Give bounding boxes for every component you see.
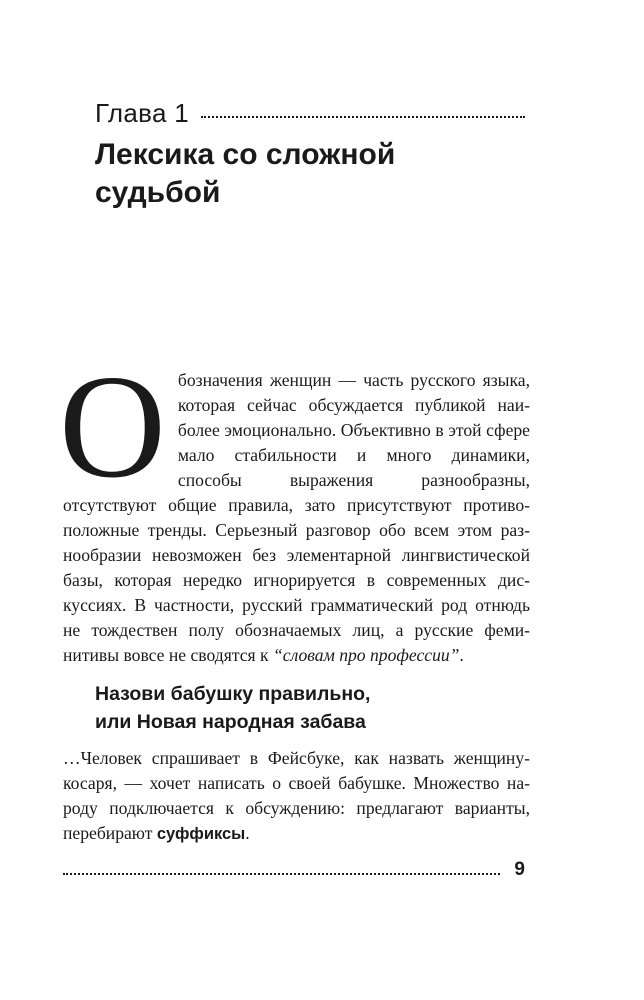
intro-emphasis: “словам про профессии” (272, 645, 460, 665)
drop-cap: О (59, 345, 166, 509)
section-bold-term: суффиксы (156, 825, 246, 843)
chapter-label: Глава 1 (95, 98, 190, 128)
section-heading: Назови бабушку правильно, или Новая народная забава (95, 683, 371, 733)
footer-leader-dots (63, 873, 500, 875)
section-text: …Человек спрашивает в Фейсбуке, как назвать женщину-косаря, — хочет написать о своей бабушке. Множество народу подключается к обсуждению: предлагают варианты, перебирают (63, 748, 530, 843)
intro-paragraph (59, 345, 530, 668)
section-text-end: . (245, 823, 250, 843)
page-number: 9 (514, 859, 525, 880)
section-paragraph (63, 746, 530, 847)
chapter-leader-dots (201, 116, 525, 118)
intro-text-end: . (459, 645, 464, 665)
chapter-title: Лексика со сложной судьбой (95, 138, 396, 209)
intro-text: бозначения женщин — часть русского языка, которая сейчас обсуждается публикой наиболее эмоционально. Объективно в этой сфере мало стабильности и много динамики, способы выражения разнообразны, отсутствуют общие правила, зато присутствуют противоположные тренды. Серьезный разговор обо всем этом разнообразии невозможен без элементарной лингвистической базы, которая нередко игнорируется в современных дискуссиях. В частности, русский грамматический род отнюдь не тождествен полу обозначаемых лиц, а русские феминитивы вовсе не сводятся к (63, 370, 530, 665)
chapter-header (95, 98, 525, 134)
page-footer (63, 858, 525, 882)
